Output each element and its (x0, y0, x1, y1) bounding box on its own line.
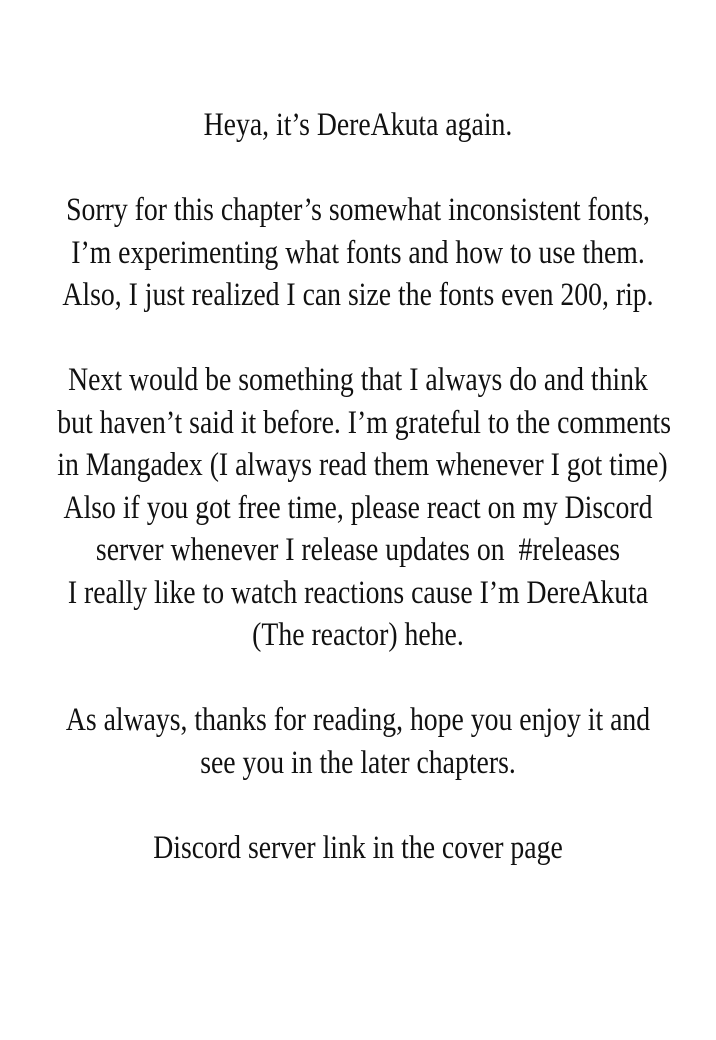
text-line: Sorry for this chapter’s somewhat inconsistent fonts, (66, 192, 650, 228)
text-line: see you in the later chapters. (200, 744, 516, 781)
text-line: (The reactor) hehe. (252, 617, 464, 653)
fonts-paragraph (57, 189, 658, 317)
discord-link-note: Discord server link in the cover page (153, 829, 563, 866)
closing-paragraph (57, 699, 658, 784)
greeting-line: Heya, it’s DereAkuta again. (203, 107, 513, 143)
text-line: but haven’t said it before. I’m grateful to the comments (57, 404, 672, 441)
text-line: Also if you got free time, please react on my Discord (63, 489, 653, 526)
greeting-paragraph (57, 104, 658, 147)
author-note (57, 104, 672, 912)
thanks-paragraph (57, 359, 672, 657)
text-line: Also, I just realized I can size the fonts even 200, rip. (62, 277, 654, 313)
text-line: As always, thanks for reading, hope you enjoy it and (65, 702, 651, 738)
text-line: I really like to watch reactions cause I’m DereAkuta (67, 574, 649, 611)
text-line: I’m experimenting what fonts and how to use them. (71, 234, 645, 271)
text-line: in Mangadex (I always read them whenever I got time) (57, 447, 668, 483)
text-line: Next would be something that I always do and think (68, 362, 648, 398)
discord-paragraph (57, 827, 658, 870)
text-line: server whenever I release updates on #releases (95, 532, 621, 568)
